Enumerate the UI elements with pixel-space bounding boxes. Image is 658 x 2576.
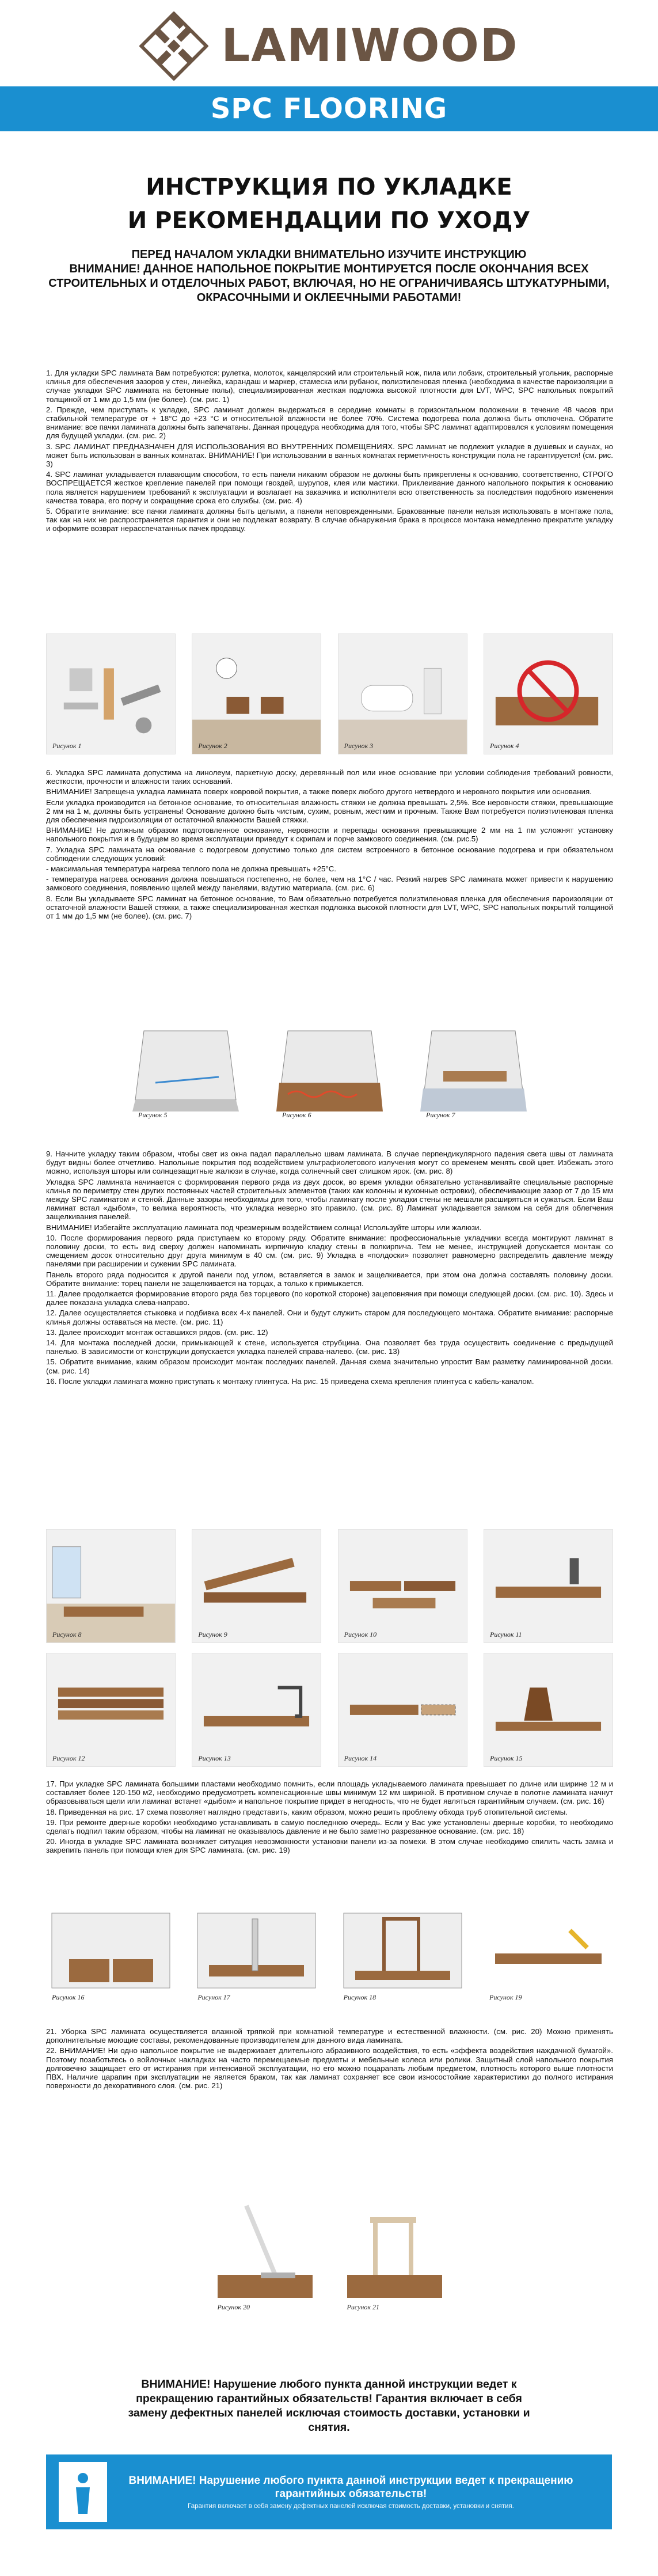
figure-caption: Рисунок 13	[198, 1754, 231, 1762]
product-band-label: SPC FLOORING	[210, 93, 448, 125]
remaining-rows-illustration	[47, 1653, 175, 1766]
figure-16	[46, 1890, 176, 2005]
figure-caption: Рисунок 5	[138, 1111, 168, 1119]
pipe-bypass-illustration	[192, 1890, 321, 2005]
underfloor-heating-illustration	[276, 1014, 383, 1123]
room-acclimatize-illustration	[192, 634, 321, 754]
info-icon	[59, 2462, 107, 2522]
paragraph: 16. После укладки ламината можно приступать к монтажу плинтуса. На рис. 15 приведена схема крепления плинтуса с кабель-каналом.	[46, 1376, 534, 1386]
skirting-illustration	[484, 1653, 613, 1766]
mop-cleaning-illustration	[212, 2194, 318, 2315]
figure-12	[46, 1653, 176, 1767]
figure-caption: Рисунок 18	[343, 1993, 376, 2001]
paragraph: 1. Для укладки SPC ламината Вам потребуются: рулетка, молоток, канцелярский или строительный нож, пила или лобзик, строительный угольник, распорные клинья для обеспечения зазоров у стен, линейка, карандаш и маркер, стамеска или рубанок, полиэтиленовая пленка (необходима в качестве пароизоляции в случае укладки SPC ламината на бетонные полы), специализированная жесткая подложка высокой плотности для LVT, WPC, SPC напольных покрытий толщиной от 1 мм до 1,5 мм (не более). (см. рис. 1)	[46, 369, 613, 404]
figure-caption: Рисунок 17	[197, 1993, 230, 2001]
tools-illustration	[47, 634, 175, 754]
felt-pads-illustration	[341, 2194, 448, 2315]
figure-20	[212, 2194, 318, 2315]
bathroom-illustration	[338, 634, 467, 754]
figure-10	[338, 1529, 467, 1643]
warning-text: ВНИМАНИЕ! Нарушение любого пункта данной инструкции ведет к прекращению гарантийных обязательств! Гарантия включает в себя замену дефектных панелей исключая стоимость доставки, установки и снятия.	[128, 2378, 530, 2434]
figure-18	[338, 1890, 467, 2005]
paragraph: 14. Для монтажа последней доски, примыкающей к стене, используется струбцина. Она позволяет без труда осуществить соединение с предыдущей панелью. В зависимости от конструкции допускается укладка панелей справа-налево. (см. рис. 13)	[46, 1338, 613, 1356]
section-4	[46, 1780, 613, 1857]
figure-caption: Рисунок 1	[52, 742, 82, 750]
figure-19	[484, 1890, 613, 2005]
lamiwood-logo-icon	[139, 12, 208, 81]
figure-4	[484, 633, 613, 754]
footer-banner	[46, 2454, 612, 2529]
figure-caption: Рисунок 12	[52, 1754, 85, 1762]
figure-2	[192, 633, 321, 754]
paragraph: ВНИМАНИЕ! Запрещена укладка ламината поверх ковровой покрытия, а также поверх любого другого нетвердого и неровного покрытия или основания.	[46, 787, 592, 796]
door-frame-illustration	[338, 1890, 467, 2005]
figure-3	[338, 633, 467, 754]
title-line-1: ИНСТРУКЦИЯ ПО УКЛАДКЕ	[146, 174, 512, 200]
section-5	[46, 2027, 613, 2092]
figure-caption: Рисунок 16	[52, 1993, 85, 2001]
footer-line-1: ВНИМАНИЕ! Нарушение любого пункта данной инструкции ведет к прекращению гарантийных обязательств!	[128, 2475, 573, 2500]
figure-row-4	[46, 1653, 613, 1767]
figure-11	[484, 1529, 613, 1643]
section-2	[46, 768, 613, 922]
paragraph: - температура нагрева основания должна повышаться постепенно, не более, чем на 1°С / час. Резкий нагрев SPC ламината может привести к нарушению замкового соединения, появлению щелей между панелями, вздутию материала. (см. рис. 6)	[46, 875, 613, 893]
no-glue-illustration	[484, 634, 613, 754]
figure-row-2	[46, 1014, 613, 1123]
paragraph: ВНИМАНИЕ! Избегайте эксплуатацию ламината под чрезмерным воздействием солнца! Используйте шторы или жалюзи.	[46, 1223, 482, 1232]
paragraph: 13. Далее происходит монтаж оставшихся рядов. (см. рис. 12)	[46, 1327, 268, 1337]
logo	[0, 0, 658, 86]
figure-21	[341, 2194, 448, 2315]
paragraph: Укладка SPC ламината начинается с формирования первого ряда из двух досок, во время укладки обязательно устанавливайте специальные распорные клинья по периметру стен других постоянных частей строительных элементов (таких как колонны и кухонные островки), обеспечивающие зазор от 7 до 15 мм между SPC ламинатом и стеной. Данные зазоры необходимы для того, чтобы ламинату после укладки стены не мешали расширяться и сужаться. Если Ваш ламинат встал «дыбом», то велика вероятность, что укладка неверно это правило. (см. рис. 8) Ламинат укладывается замком на себя для облегчения защелкивания панелей.	[46, 1177, 613, 1221]
expansion-joint-illustration	[46, 1890, 176, 2005]
lead-block	[35, 248, 623, 305]
figure-caption: Рисунок 9	[198, 1630, 227, 1638]
product-band	[0, 86, 658, 131]
paragraph: 7. Укладка SPC ламината на основание с подогревом допустимо только для систем встроенного в бетонное основание подогрева и при обязательном соблюдении следующих условий:	[46, 845, 613, 863]
figure-1	[46, 633, 176, 754]
paragraph: 21. Уборка SPC ламината осуществляется влажной тряпкой при комнатной температуре и естественной влажности. (см. рис. 20) Можно применять дополнительные моющие составы, рекомендованные производителем для данного вида ламината.	[46, 2027, 613, 2045]
paragraph: 6. Укладка SPC ламината допустима на линолеум, паркетную доску, деревянный пол или иное основание при условии соблюдения требований ровности, жесткости, прочности и влажности таких оснований.	[46, 768, 613, 786]
figure-caption: Рисунок 14	[344, 1754, 377, 1762]
figure-caption: Рисунок 3	[344, 742, 374, 750]
paragraph: 17. При укладке SPC ламината большими пластами необходимо помнить, если площадь укладываемого ламината превышает по длине или ширине 12 м и составляет более 120-150 м2, необходимо предусмотреть компенсационные швы минимум 12 мм шириной. В противном случае в полотне ламината начнут образовываться щели или ламинат встанет «дыбом» и напольное покрытие придет в негодность, что не будет являться гарантийным случаем. (см. рис. 16)	[46, 1780, 613, 1806]
figure-8	[46, 1529, 176, 1643]
paragraph: 12. Далее осуществляется стыковка и подбивка всех 4-х панелей. Они и будут служить старом для последующего монтажа. Обратите внимание: распорные клинья должны оставаться на месте. (см. рис. 11)	[46, 1308, 613, 1326]
paragraph: 9. Начните укладку таким образом, чтобы свет из окна падал параллельно швам ламината. В случае перпендикулярного падения света швы от ламината будут видны более отчетливо. Напольные покрытия под воздействием ультрафиолетового излучения могут со временем менять свой цвет. Избежать этого можно, используя шторы или солнцезащитные жалюзи в случае, когда солнечный свет слишком ярок. (см. рис. 8)	[46, 1149, 613, 1176]
paragraph: 10. После формирования первого ряда приступаем ко второму ряду. Обратите внимание: профессиональные укладчики всегда монтируют ламинат в половину доски, то есть вид сверху должен напоминать кирпичную кладку стены в полкирпича. Тем не менее, инструкцией допускается монтаж со смещением досок относительно друг друга минимум в 40 см. (см. рис. 9) Укладка в «полдоски» позволяет равномерно распределить давление между панелями при расширении и сужении SPC ламината.	[46, 1233, 613, 1269]
figure-caption: Рисунок 11	[489, 1630, 522, 1638]
paragraph: 18. Приведенная на рис. 17 схема позволяет наглядно представить, каким образом, можно решить проблему обхода труб отопительной системы.	[46, 1807, 568, 1816]
figure-caption: Рисунок 20	[217, 2303, 250, 2311]
figure-caption: Рисунок 4	[489, 742, 519, 750]
figure-caption: Рисунок 7	[426, 1111, 455, 1119]
figure-caption: Рисунок 19	[489, 1993, 522, 2001]
paragraph: Панель второго ряда подносится к другой панели под углом, вставляется в замок и защелкивается, при этом она должна составлять половину доски. Обратите внимание: торец панели не защелкивается на торцах, а только к примыкается.	[46, 1270, 613, 1288]
figure-caption: Рисунок 10	[344, 1630, 377, 1638]
section-1	[46, 369, 613, 535]
footer-line-2: Гарантия включает в себя замену дефектных панелей исключая стоимость доставки, установки и снятия.	[188, 2503, 514, 2510]
lead-line-1: ПЕРЕД НАЧАЛОМ УКЛАДКИ ВНИМАТЕЛЬНО ИЗУЧИТЕ ИНСТРУКЦИЮ	[131, 248, 527, 261]
paragraph: 15. Обратите внимание, каким образом происходит монтаж последних панелей. Данная схема значительно упростит Вам разметку ламинированной доски. (см. рис. 14)	[46, 1357, 613, 1375]
floor-leveling-illustration	[132, 1014, 239, 1123]
page-title	[0, 170, 658, 237]
figure-9	[192, 1529, 321, 1643]
figure-row-5	[46, 1890, 613, 2005]
figure-17	[192, 1890, 321, 2005]
figure-caption: Рисунок 8	[52, 1630, 82, 1638]
figure-caption: Рисунок 6	[282, 1111, 311, 1119]
figure-14	[338, 1653, 467, 1767]
second-row-illustration	[192, 1530, 321, 1642]
paragraph: 11. Далее продолжается формирование второго ряда без торцевого (по короткой стороне) зацеповняния при помощи следующей доски. (см. рис. 10). Здесь и далее показана укладка слева-направо.	[46, 1289, 613, 1307]
paragraph: 3. SPC ЛАМИНАТ ПРЕДНАЗНАЧЕН ДЛЯ ИСПОЛЬЗОВАНИЯ ВО ВНУТРЕННИХ ПОМЕЩЕНИЯХ. SPC ламинат не подлежит укладке в душевых и саунах, но может быть использован в ванных комнатах. ВНИМАНИЕ! При использовании в ванных комнатах герметичность конструкции пола не гарантируется! (см. рис. 3)	[46, 442, 613, 469]
figure-row-3	[46, 1529, 613, 1643]
board-joint-illustration	[338, 1530, 467, 1642]
paragraph: - максимальная температура нагрева теплого пола не должна превышать +25°С.	[46, 864, 337, 874]
footer-text	[107, 2474, 612, 2510]
tapping-illustration	[484, 1530, 613, 1642]
clamp-illustration	[192, 1653, 321, 1766]
figure-6	[276, 1014, 383, 1123]
brand-name: LAMIWOOD	[221, 20, 519, 72]
first-row-illustration	[47, 1530, 175, 1642]
title-line-2: И РЕКОМЕНДАЦИИ ПО УХОДУ	[127, 207, 531, 234]
vapor-barrier-illustration	[420, 1014, 527, 1123]
paragraph: 20. Иногда в укладке SPC ламината возникает ситуация невозможности установки панели из-за помехи. В этом случае необходимо спилить часть замка и закрепить панель при помощи клея для SPC ламината. (см. рис. 19)	[46, 1837, 613, 1855]
paragraph: Если укладка производится на бетонное основание, то относительная влажность стяжки не должна превышать 2,5%. Все неровности стяжки, превышающие 2 мм на 1 м, должны быть устранены! Основание должно быть чистым, сухим, ровным, жестким и прочным. Также Вам потребуется полиэтиленовая пленка для обеспечения гидроизоляции от остаточной влажности Вашей стяжки.	[46, 798, 613, 825]
paragraph: ВНИМАНИЕ! Не должным образом подготовленное основание, неровности и перепады основания превышающие 2 мм на 1 пм усложнят установку напольного покрытия и в будущем во время эксплуатации приведут к скрипам и порче замкового соединения. (см. рис.5)	[46, 826, 613, 844]
figure-row-1	[46, 633, 613, 754]
figure-15	[484, 1653, 613, 1767]
figure-13	[192, 1653, 321, 1767]
figure-caption: Рисунок 2	[198, 742, 227, 750]
paragraph: 8. Если Вы укладываете SPC ламинат на бетонное основание, то Вам обязательно потребуется полиэтиленовая пленка для обеспечения пароизоляции от остаточной влажности Вашей стяжки, а также специализированная жесткая подложка высокой плотности для LVT, WPC, SPC напольных покрытий толщиной от 1 мм до 1,5 мм (не более). (см. рис. 7)	[46, 894, 613, 921]
paragraph: 22. ВНИМАНИЕ! Ни одно напольное покрытие не выдерживает длительного абразивного воздействия, то есть «эффекта воздействия наждачной бумагой». Поэтому позаботьтесь о войлочных накладках на часто перемещаемые предметы и мебельные колеса или ролики. Защитный слой напольного покрытия долговечно защищает его от истирания при интенсивной эксплуатации, но его можно поцарапать любым предметом, плотность которого выше плотности ПВХ. Наличие царапин при эксплуатации не является браком, так как ламинат сохраняет все свои износостойкие характеристики до полного истирания поверхности до декоративного слоя. (см. рис. 21)	[46, 2046, 613, 2091]
cut-lock-illustration	[484, 1890, 613, 2005]
lead-line-2: ВНИМАНИЕ! ДАННОЕ НАПОЛЬНОЕ ПОКРЫТИЕ МОНТИРУЕТСЯ ПОСЛЕ ОКОНЧАНИЯ ВСЕХ СТРОИТЕЛЬНЫХ И ОТДЕЛОЧНЫХ РАБОТ, ВКЛЮЧАЯ, НО НЕ ОГРАНИЧИВАЯСЬ ШТУКАТУРНЫМИ, ОКРАСОЧНЫМИ И ОКЛЕЕЧНЫМИ РАБОТАМИ!	[48, 263, 610, 304]
figure-row-6	[46, 2194, 613, 2315]
paragraph: 4. SPC ламинат укладывается плавающим способом, то есть панели никаким образом не должны быть прикреплены к основанию, соответственно, СТРОГО ВОСПРЕЩАЕТСЯ жесткое крепление панелей при помощи гвоздей, шурупов, клея или мастики. Приклеивание данного напольного покрытия к основанию пола является нарушением требований к эксплуатации и возлагает на заказчика и исполнителя всю ответственность за последствия подобного изменения качества товара, его порчу и сокращение срока его службы. (см. рис. 4)	[46, 470, 613, 505]
figure-caption: Рисунок 15	[489, 1754, 523, 1762]
figure-5	[132, 1014, 239, 1123]
paragraph: 2. Прежде, чем приступать к укладке, SPC ламинат должен выдержаться в середине комнаты в горизонтальном положении в течение 48 часов при стабильной температуре от + 18°С до +23 °С и относительной влажности не более 70%. Система подогрева пола должна быть отключена. Обратите внимание: все пачки ламината должны быть запечатаны. Данная процедура необходима для того, чтобы SPC ламинат адаптировался к условиям помещения для будущей укладки. (см. рис. 2)	[46, 405, 613, 441]
last-panels-illustration	[338, 1653, 467, 1766]
paragraph: 5. Обратите внимание: все пачки ламината должны быть целыми, а панели неповрежденными. Бракованные панели нельзя использовать в монтаже пола, так как на них не распространяется гарантия и они не подлежат возврату. В случае обнаружения брака в процессе монтажа немедленно прекратите укладку и оформите возврат нерасспечатанных пачек продавцу.	[46, 507, 613, 533]
paragraph: 19. При ремонте дверные коробки необходимо устанавливать в самую последнюю очередь. Если у Вас уже установлены дверные коробки, то необходимо сделать подпил таким образом, чтобы на ламинат не оказывалось давление и не было заметно разрезанное основание. (см. рис. 18)	[46, 1818, 613, 1836]
section-3	[46, 1149, 613, 1387]
figure-caption: Рисунок 21	[347, 2303, 379, 2311]
figure-7	[420, 1014, 527, 1123]
